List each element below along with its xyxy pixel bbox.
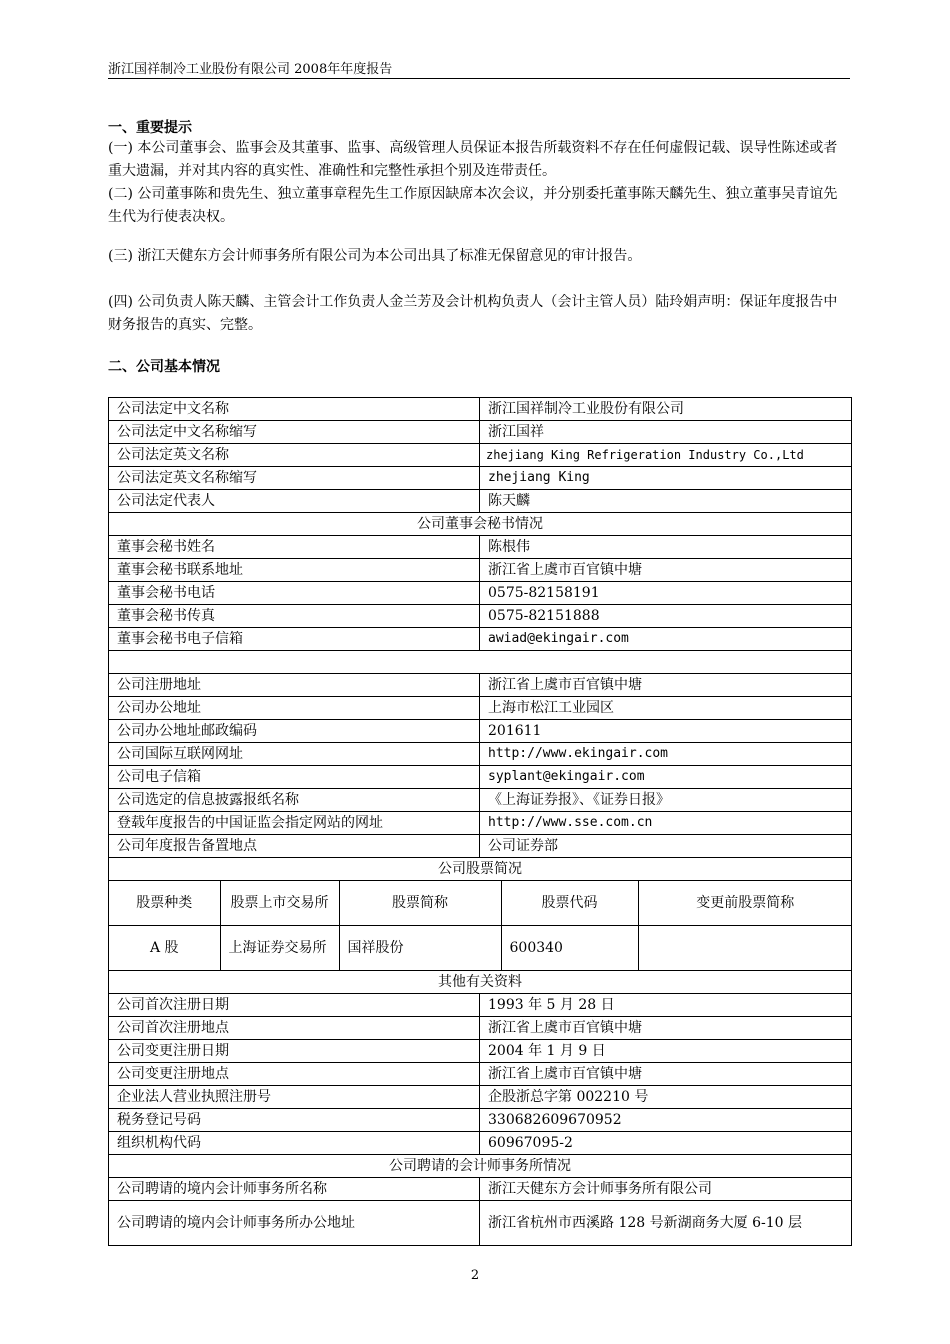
row-label: 董事会秘书电话: [109, 582, 480, 605]
row-label: 公司年度报告备置地点: [109, 835, 480, 858]
row-value: 浙江省上虞市百官镇中塘: [480, 559, 852, 582]
table-row: [109, 559, 852, 582]
row-value: 0575-82158191: [480, 582, 852, 605]
secretary-section-title: 公司董事会秘书情况: [109, 513, 852, 536]
row-value: http://www.sse.com.cn: [480, 812, 852, 835]
stock-exchange-cell: 上海证券交易所: [220, 926, 339, 971]
table-section-header: [109, 513, 852, 536]
row-label: 公司聘请的境内会计师事务所办公地址: [109, 1201, 480, 1246]
table-row: [109, 1086, 852, 1109]
row-value: 《上海证券报》、《证券日报》: [480, 789, 852, 812]
stock-header-cell: 股票代码: [501, 881, 638, 926]
table-row: [109, 994, 852, 1017]
notice-paragraph-3: (三) 浙江天健东方会计师事务所有限公司为本公司出具了标准无保留意见的审计报告。: [108, 248, 642, 264]
row-label: 公司注册地址: [109, 674, 480, 697]
table-row: [109, 720, 852, 743]
stock-header-row: [109, 881, 852, 926]
table-row: [109, 674, 852, 697]
row-value: 上海市松江工业园区: [480, 697, 852, 720]
table-row: [109, 444, 852, 467]
table-blank-row: [109, 651, 852, 674]
row-label: 公司法定英文名称: [109, 444, 480, 467]
table-row: [109, 1178, 852, 1201]
row-value: 浙江省上虞市百官镇中塘: [480, 674, 852, 697]
row-label: 公司法定代表人: [109, 490, 480, 513]
auditor-section-title: 公司聘请的会计师事务所情况: [109, 1155, 852, 1178]
header-rule: [108, 78, 850, 79]
row-label: 公司办公地址邮政编码: [109, 720, 480, 743]
row-label: 组织机构代码: [109, 1132, 480, 1155]
row-value: 公司证券部: [480, 835, 852, 858]
stock-abbr-cell: 国祥股份: [339, 926, 501, 971]
table-row: [109, 766, 852, 789]
company-info-table: [108, 397, 852, 1246]
table-row: [109, 536, 852, 559]
row-label: 企业法人营业执照注册号: [109, 1086, 480, 1109]
row-value: 330682609670952: [480, 1109, 852, 1132]
stock-header-cell: 股票种类: [109, 881, 220, 926]
row-value: 浙江省上虞市百官镇中塘: [480, 1063, 852, 1086]
section-title-company-basic-info: 二、公司基本情况: [108, 359, 220, 375]
stock-type-cell: A 股: [109, 926, 220, 971]
table-row: [109, 490, 852, 513]
table-row: [109, 835, 852, 858]
row-value: 60967095-2: [480, 1132, 852, 1155]
table-row: [109, 1109, 852, 1132]
row-label: 公司国际互联网网址: [109, 743, 480, 766]
table-section-header: [109, 971, 852, 994]
row-value: 浙江天健东方会计师事务所有限公司: [480, 1178, 852, 1201]
stock-table: [109, 881, 852, 970]
row-value: 浙江国祥制冷工业股份有限公司: [480, 398, 852, 421]
row-value: zhejiang King: [480, 467, 852, 490]
blank-cell: [109, 651, 852, 674]
other-section-title: 其他有关资料: [109, 971, 852, 994]
row-value: 浙江省杭州市西溪路 128 号新湖商务大厦 6-10 层: [480, 1201, 852, 1246]
stock-former-abbr-cell: [638, 926, 852, 971]
section-title-important-notice: 一、重要提示: [108, 120, 192, 136]
table-row: [109, 421, 852, 444]
table-row: [109, 1017, 852, 1040]
table-row: [109, 628, 852, 651]
stock-subtable-row: [109, 881, 852, 971]
row-label: 董事会秘书姓名: [109, 536, 480, 559]
row-label: 公司选定的信息披露报纸名称: [109, 789, 480, 812]
table-row: [109, 398, 852, 421]
table-row: [109, 789, 852, 812]
table-section-header: [109, 858, 852, 881]
row-value: 陈天麟: [480, 490, 852, 513]
notice-paragraph-2: (二) 公司董事陈和贵先生、独立董事章程先生工作原因缺席本次会议，并分别委托董事陈天麟先生、独立董事吴青谊先生代为行使表决权。: [108, 186, 838, 225]
row-label: 登载年度报告的中国证监会指定网站的网址: [109, 812, 480, 835]
row-value: awiad@ekingair.com: [480, 628, 852, 651]
row-label: 董事会秘书传真: [109, 605, 480, 628]
stock-header-cell: 变更前股票简称: [638, 881, 852, 926]
table-row: [109, 1132, 852, 1155]
table-row: [109, 697, 852, 720]
notice-paragraph-1: (一) 本公司董事会、监事会及其董事、监事、高级管理人员保证本报告所载资料不存在任何虚假记载、误导性陈述或者重大遗漏，并对其内容的真实性、准确性和完整性承担个别及连带责任。: [108, 140, 838, 179]
table-row: [109, 812, 852, 835]
row-label: 公司法定中文名称缩写: [109, 421, 480, 444]
row-label: 公司变更注册日期: [109, 1040, 480, 1063]
row-value: 企股浙总字第 002210 号: [480, 1086, 852, 1109]
row-value: 0575-82151888: [480, 605, 852, 628]
page-number: 2: [470, 1268, 480, 1283]
table-row: [109, 605, 852, 628]
row-label: 公司首次注册地点: [109, 1017, 480, 1040]
row-label: 公司变更注册地点: [109, 1063, 480, 1086]
row-value: 陈根伟: [480, 536, 852, 559]
table-row: [109, 743, 852, 766]
stock-header-cell: 股票简称: [339, 881, 501, 926]
row-value: 浙江省上虞市百官镇中塘: [480, 1017, 852, 1040]
table-row: [109, 1040, 852, 1063]
row-label: 公司法定中文名称: [109, 398, 480, 421]
stock-subtable-cell: [109, 881, 852, 971]
row-value: 浙江国祥: [480, 421, 852, 444]
table-section-header: [109, 1155, 852, 1178]
row-value: http://www.ekingair.com: [480, 743, 852, 766]
row-value: 201611: [480, 720, 852, 743]
row-label: 公司法定英文名称缩写: [109, 467, 480, 490]
row-label: 税务登记号码: [109, 1109, 480, 1132]
stock-header-cell: 股票上市交易所: [220, 881, 339, 926]
row-label: 公司办公地址: [109, 697, 480, 720]
stock-section-title: 公司股票简况: [109, 858, 852, 881]
table-row: [109, 467, 852, 490]
row-label: 公司电子信箱: [109, 766, 480, 789]
row-label: 董事会秘书联系地址: [109, 559, 480, 582]
row-label: 公司首次注册日期: [109, 994, 480, 1017]
stock-code-cell: 600340: [501, 926, 638, 971]
row-value: 1993 年 5 月 28 日: [480, 994, 852, 1017]
stock-data-row: [109, 926, 852, 971]
row-value: zhejiang King Refrigeration Industry Co.,Ltd: [480, 444, 852, 467]
row-value: syplant@ekingair.com: [480, 766, 852, 789]
row-label: 公司聘请的境内会计师事务所名称: [109, 1178, 480, 1201]
table-row: [109, 1201, 852, 1246]
table-row: [109, 582, 852, 605]
table-row: [109, 1063, 852, 1086]
row-value: 2004 年 1 月 9 日: [480, 1040, 852, 1063]
report-header: 浙江国祥制冷工业股份有限公司 2008年年度报告: [108, 62, 393, 77]
row-label: 董事会秘书电子信箱: [109, 628, 480, 651]
notice-paragraph-4: (四) 公司负责人陈天麟、主管会计工作负责人金兰芳及会计机构负责人（会计主管人员）陆玲娟声明：保证年度报告中财务报告的真实、完整。: [108, 294, 838, 333]
